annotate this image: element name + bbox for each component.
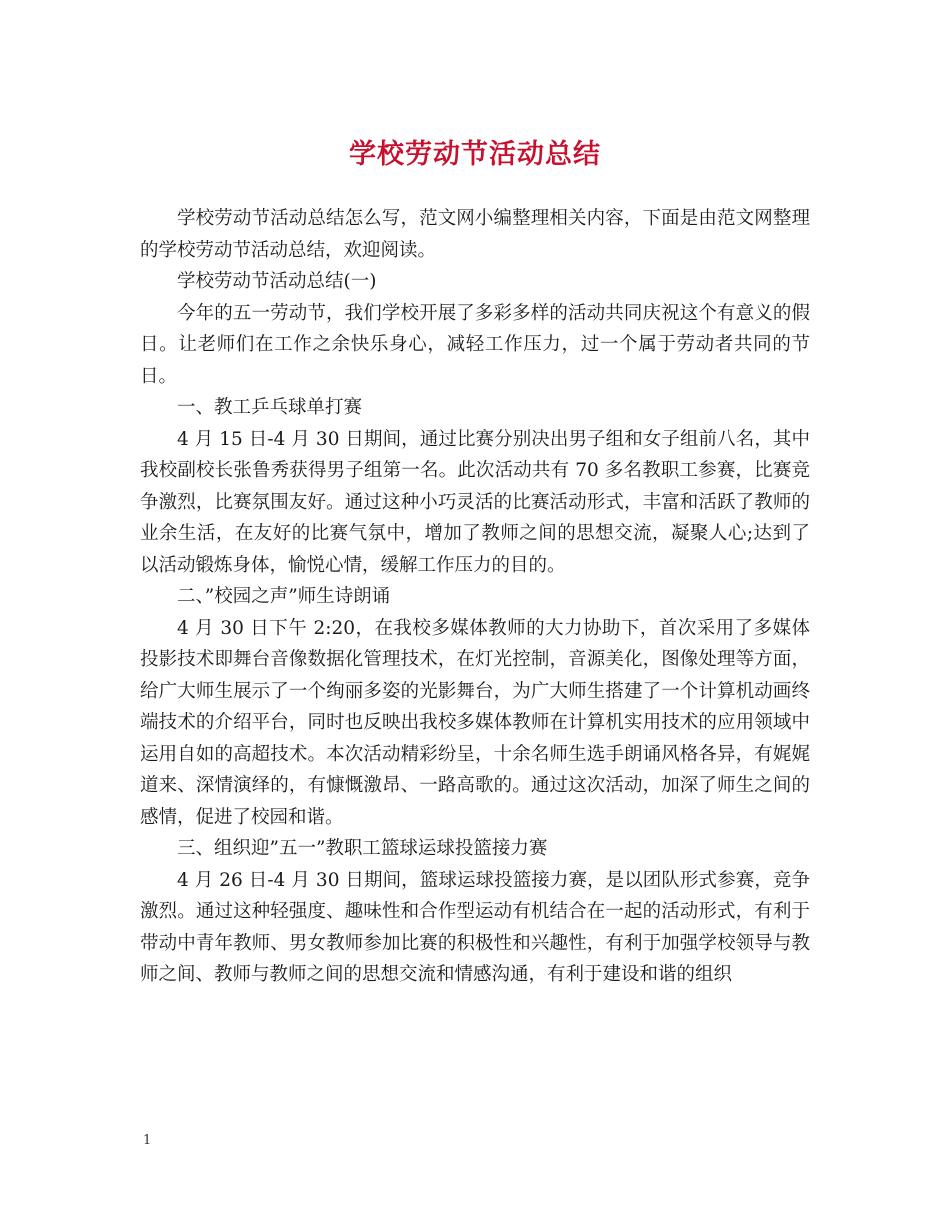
table-tennis-paragraph: 4 月 15 日-4 月 30 日期间，通过比赛分别决出男子组和女子组前八名，其中我校副校长张鲁秀获得男子组第一名。此次活动共有 70 多名教职工参赛，比赛竞争激烈，比赛氛围友好。通过这种小巧灵活的比赛活动形式，丰富和活跃了教师的业余生活，在友好的比赛气氛中，增加了教师之间的思想交流，凝聚人心;达到了以活动锻炼身体，愉悦心情，缓解工作压力的目的。 (140, 428, 810, 576)
section-heading-summary-one: 学校劳动节活动总结(一) (177, 271, 377, 292)
document-title: 学校劳动节活动总结 (349, 139, 601, 170)
overview-paragraph: 今年的五一劳动节，我们学校开展了多彩多样的活动共同庆祝这个有意义的假日。让老师们在工作之余快乐身心，减轻工作压力，过一个属于劳动者共同的节日。 (140, 302, 810, 387)
document-body (140, 203, 810, 991)
page-number: 1 (143, 1133, 152, 1148)
section-heading-basketball-relay: 三、组织迎”五一”教职工篮球运球投篮接力赛 (177, 838, 548, 859)
poetry-recital-paragraph: 4 月 30 日下午 2:20，在我校多媒体教师的大力协助下，首次采用了多媒体投影技术即舞台音像数据化管理技术，在灯光控制，音源美化，图像处理等方面，给广大师生展示了一个绚丽多姿的光影舞台，为广大师生搭建了一个计算机动画终端技术的介绍平台，同时也反映出我校多媒体教师在计算机实用技术的应用领域中运用自如的高超技术。本次活动精彩纷呈，十余名师生选手朗诵风格各异，有娓娓道来、深情演绎的，有慷慨激昂、一路高歌的。通过这次活动，加深了师生之间的感情，促进了校园和谐。 (140, 617, 810, 828)
section-heading-table-tennis: 一、教工乒乓球单打赛 (177, 397, 363, 418)
intro-paragraph: 学校劳动节活动总结怎么写，范文网小编整理相关内容，下面是由范文网整理的学校劳动节活动总结，欢迎阅读。 (140, 208, 810, 261)
section-heading-poetry-recital: 二、”校园之声”师生诗朗诵 (177, 586, 391, 607)
basketball-relay-paragraph: 4 月 26 日-4 月 30 日期间，篮球运球投篮接力赛，是以团队形式参赛，竞争激烈。通过这种轻强度、趣味性和合作型运动有机结合在一起的活动形式，有利于带动中青年教师、男女教师参加比赛的积极性和兴趣性，有利于加强学校领导与教师之间、教师与教师之间的思想交流和情感沟通，有利于建设和谐的组织 (140, 869, 810, 985)
